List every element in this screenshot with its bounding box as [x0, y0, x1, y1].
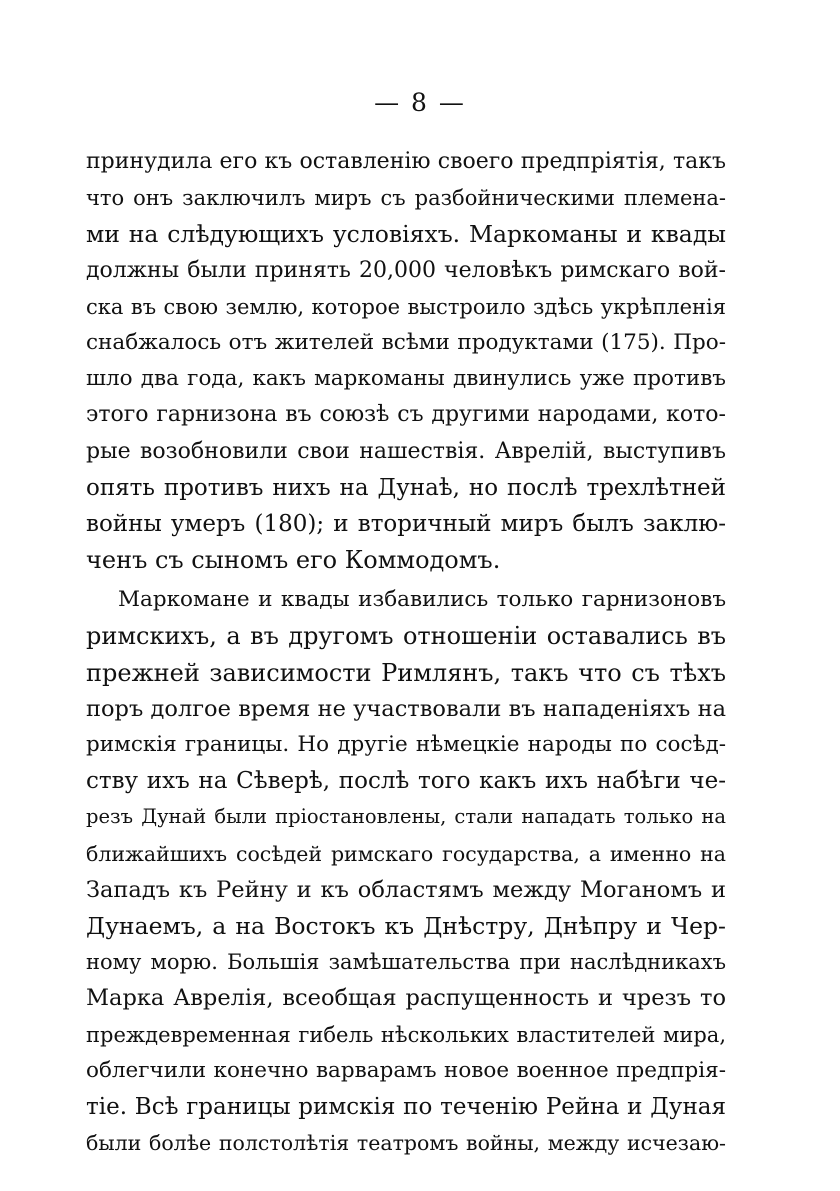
text-line: Маркомане и квады избавились только гарнизоновъ: [118, 587, 726, 613]
text-line: ближайшихъ сосѣдей римскаго государства, а именно на: [86, 841, 726, 866]
text-line: ченъ съ сыномъ его Коммодомъ.: [86, 546, 501, 575]
text-line: ми на слѣдующихъ условіяхъ. Маркоманы и квады: [86, 220, 726, 249]
text-line: облегчили конечно варварамъ новое военное предпрія-: [86, 1057, 726, 1083]
paragraph: [86, 144, 726, 578]
text-line: ска въ свою землю, которое выстроило здѣсь укрѣпленія: [86, 294, 726, 319]
text-line: Марка Аврелія, всеобщая распущенность и чрезъ то: [86, 985, 726, 1012]
text-line: рые возобновили свои нашествія. Аврелій, выступивъ: [86, 438, 726, 464]
text-line: принудила его къ оставленію своего предпріятія, такъ: [86, 149, 726, 174]
text-line: тіе. Всѣ границы римскія по теченію Рейна и Дуная: [86, 1093, 726, 1120]
page-number: — 8 —: [374, 88, 466, 117]
text-line: поръ долгое время не участвовали въ нападеніяхъ на: [86, 695, 726, 722]
paragraph: [86, 582, 726, 1161]
text-line: римскихъ, а въ другомъ отношеніи оставались въ: [86, 622, 726, 651]
text-line: прежней зависимости Римлянъ, такъ что съ тѣхъ: [86, 658, 726, 687]
text-line: преждевременная гибель нѣскольких властителей мира,: [86, 1022, 726, 1047]
text-line: войны умеръ (180); и вторичный миръ былъ заклю-: [86, 510, 726, 537]
text-line: были болѣе полстолѣтія театромъ войны, между исчезаю-: [86, 1131, 726, 1156]
text-line: шло два года, какъ маркоманы двинулись уже противъ: [86, 366, 726, 392]
text-line: ному морю. Большія замѣшательства при наслѣдникахъ: [86, 950, 726, 975]
text-line: что онъ заключилъ миръ съ разбойническими племена-: [86, 186, 726, 211]
text-line: резъ Дунай были пріостановлены, стали нападать только на: [86, 805, 726, 829]
text-line: опять противъ нихъ на Дунаѣ, но послѣ трехлѣтней: [86, 474, 726, 501]
text-line: Западъ къ Рейну и къ областямъ между Моганомъ и: [86, 876, 726, 903]
text-line: должны были принять 20,000 человѣкъ римскаго вой-: [86, 257, 726, 283]
text-line: Дунаемъ, а на Востокъ къ Днѣстру, Днѣпру и Чер-: [86, 911, 726, 940]
text-line: римскія границы. Но другіе нѣмецкіе народы по сосѣд-: [86, 732, 726, 757]
text-line: этого гарнизона въ союзѣ съ другими народами, кото-: [86, 402, 726, 428]
body-text: [86, 144, 726, 1161]
text-line: ству ихъ на Сѣверѣ, послѣ того какъ ихъ набѣги че-: [86, 768, 726, 795]
text-line: снабжалось отъ жителей всѣми продуктами (175). Про-: [86, 329, 726, 355]
